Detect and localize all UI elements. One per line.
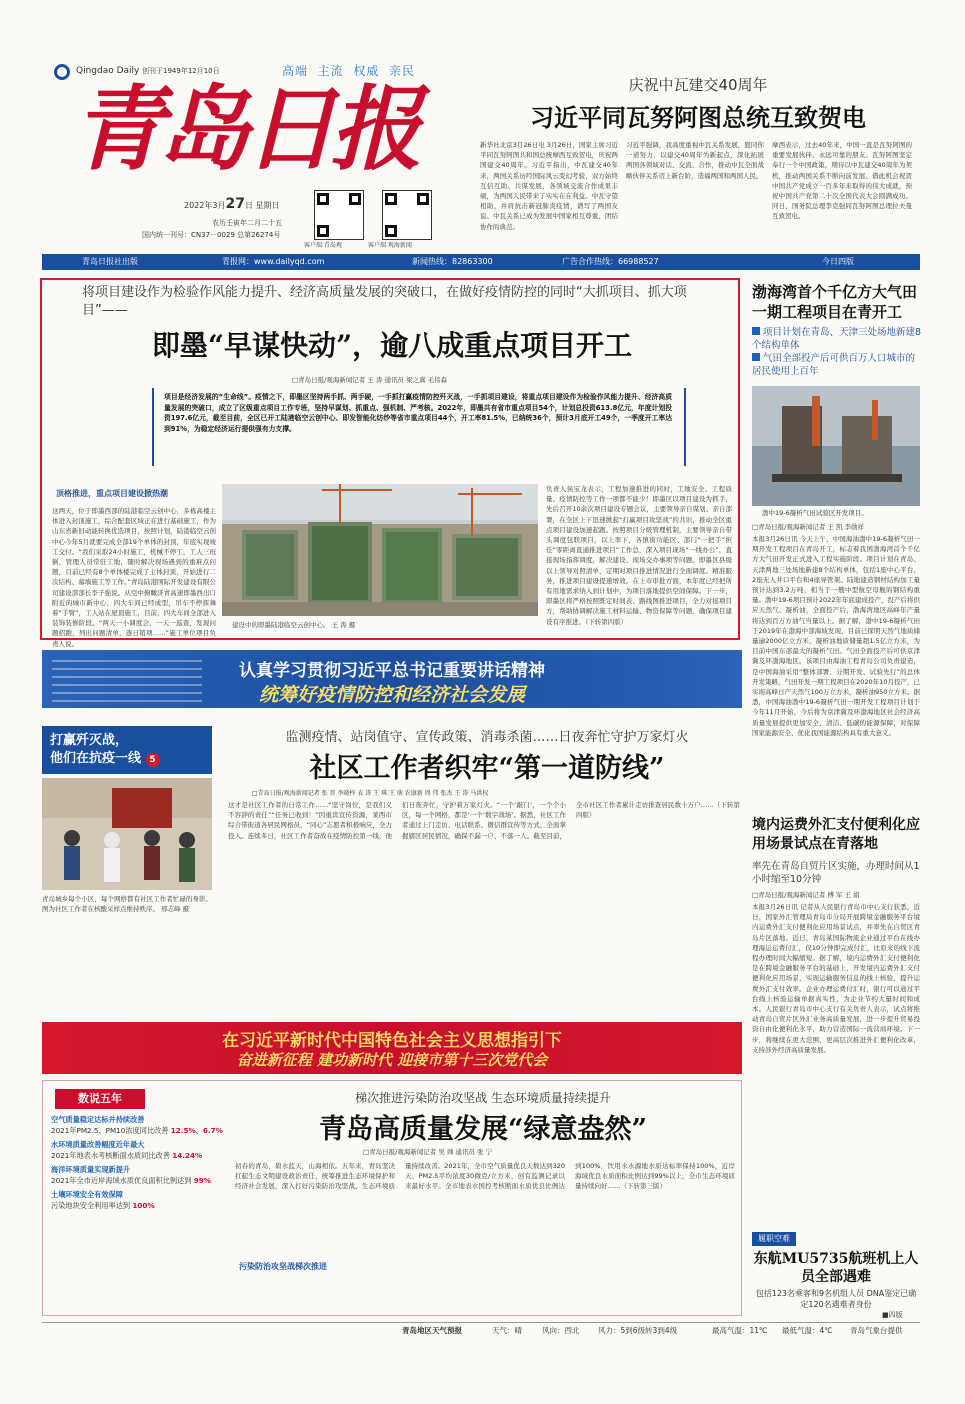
qr-code-guanhai[interactable]: [382, 190, 432, 240]
stat-item: 水环境质量改善幅度近年最大 2021年地表水考核断面水质同比改善 14.24%: [51, 1140, 203, 1160]
lead-photo: [222, 484, 538, 616]
forex-byline: □青岛日报/观海新闻记者 傅 军 王 娟: [752, 891, 860, 899]
flight-headline: 东航MU5735航班机上人员全部遇难: [753, 1251, 919, 1285]
qr-label: 客户端 观海新闻: [368, 242, 412, 249]
green-byline: □青岛日报/观海新闻记者 吴 帅 通讯员 张 宁: [363, 1148, 493, 1156]
green-section-head: 污染防治攻坚战梯次推进: [239, 1262, 327, 1271]
top-story-col: 摩西表示，过去40年来，中国一直是瓦努阿图的重要发展伙伴、永远可靠的朋友。瓦努阿图坚定奉行一个中国政策，期待以中瓦建交40周年为契机，推动两国关系不断向前发展。借此机会祝贺中国共产党成立一百多年来取得的伟大成就，预祝中国共产党第二十次全国代表大会圆满成功。同日，国务院总理李克强同瓦努阿图总理拉夫曼互致贺电。: [772, 141, 912, 221]
banner2-line-1: 在习近平新时代中国特色社会主义思想指引下: [222, 1031, 562, 1051]
logo-circle-icon: [54, 64, 70, 80]
bohai-story: [752, 278, 922, 808]
qr-code-qingdaoguan[interactable]: [314, 190, 364, 240]
forex-headline: 境内运费外汇支付便利化应用场景试点在青落地: [752, 817, 920, 852]
info-bar: [42, 254, 920, 270]
stats-tag: 数说五年: [55, 1089, 145, 1109]
lead-section-head: 顶格推进，重点项目建设掀热潮: [56, 489, 168, 498]
bohai-photo: [752, 386, 920, 506]
green-kicker: 梯次推进污染防治攻坚战 生态环境质量持续提升: [355, 1091, 611, 1105]
community-photo-caption: 青岛城乡每个小区，每个网格都有社区工作者忙碌的身影。图为社区工作者在核酸采样点维持秩序。 邢志峰 摄: [42, 895, 212, 914]
community-story: [42, 712, 742, 952]
lead-col-1: 这两天，位于即墨西部的陆港临空云创中心，多栋高楼主体进入封顶施工，综合配套区域正在进行基础施工，作为山东省新旧动能转换优选项目，按照计划，陆港临空云创中心今年5月就要完成全部19个单体的封顶，年底实现竣工交付。“我们采取24小时施工，机械不停工，工人三班倒，管理人员常驻工地，随时解决现场遇到的重难点问题，目前已经有8个单体楼完成了主体封顶，开始进行二次结构、幕墙施工等工作。”青岛陆港国际开发建设有限公司建设部部长李子强说。从空中俯瞰济青高速即墨西出口附近的城市新中心，四大车间已经成型，吊车不停挥舞着“手臂”，工人站在屋顶施工，目前，四大车间全部进入装饰装修阶段。“两天一小调度会，一天一巡查，发现问题招跑，列出问题清单，逐日销项……”施工单位项目负责人说。: [52, 507, 216, 648]
lead-subtitle: 将项目建设作为检验作风能力提升、经济高质量发展的突破口，在做好疫情防控的同时“大抓项目、抓大项目”——: [82, 285, 687, 318]
banner2-line-2: 奋进新征程 建功新时代 迎接市第十三次党代会: [236, 1051, 548, 1069]
forex-body: 本报3月26日讯 记者从人民银行青岛市中心支行获悉，近日，国家外汇管理局青岛市分局开展跨境金融服务平台境内运费外汇支付便利化应用场景试点，并率先在自贸区青岛片区落地。近日，青岛某国际物流企业通过平台在线办理海运运费付汇，仅10分钟即完成付汇，比原来的线下流程办理时间大幅缩短。据了解，境内运费外汇支付便利化是在跨境金融服务平台的基础上，开发境内运费外汇支付便利化应用场景，实现运输服务信息的线上核验，提升运费外汇支付效率。企业办理运费付汇时，银行可以通过平台线上核验运输单据真实性，为企业节约大量时间和成本。人民银行青岛市中心支行有关负责人表示，试点将推动青岛自贸片区外汇业务高质量发展，进一步提升贸易投资自由化便利化水平，助力营造国际一流营商环境。下一步，将继续在更大范围、更高层次推进外汇便利化改革，支持涉外经济高质量发展。: [752, 903, 920, 1054]
lunar-date: 农历壬寅年二月二十五: [212, 219, 282, 227]
top-story-kicker: 庆祝中瓦建交40周年: [628, 76, 768, 94]
news-hotline: 新闻热线：82863300: [412, 257, 493, 266]
top-story-col: 习近平强调，我高度重视中瓦关系发展，愿同你一道努力，以建交40周年为新起点，深化拓展两国各领域对话、交流、合作，推动中瓦全面战略伙伴关系迈上新台阶，造福两国和两国人民。: [626, 141, 764, 180]
lead-summary-box: [152, 388, 686, 466]
campaign-tag: [42, 726, 212, 774]
residents-queue-image: [42, 778, 212, 890]
lead-byline: □青岛日报/观海新闻记者 王 涛 通讯员 梁之嵩 毛伟森: [292, 376, 448, 384]
date-suffix: 日 星期日: [244, 201, 280, 210]
green-headline: 青岛高质量发展“绿意盎然”: [318, 1114, 648, 1145]
bohai-byline: □青岛日报/观海新闻记者 王 凯 李勋祥: [752, 523, 865, 531]
weather-item: 风力：5到6级转3到4级: [598, 1326, 678, 1335]
bohai-photo-caption: 渤中19-6凝析气田试验区开发项目。: [762, 509, 868, 517]
founded-date: 创刊于1949年12月10日: [142, 67, 220, 75]
bohai-bullet: 项目计划在青岛、天津三处场地新建8个结构单体: [752, 327, 922, 351]
page-count: 今日四版: [822, 257, 854, 266]
slogan-item: 高端: [282, 64, 309, 78]
issn: 国内统一刊号：CN37－0029 总第26274号: [142, 231, 281, 239]
square-bullet-icon: [752, 327, 760, 335]
flight-tag: 履职空难: [752, 1232, 796, 1246]
issue-date: [184, 196, 279, 212]
community-byline: □青岛日报/观海新闻记者 张 晋 李晓梓 衣 涛 王 琪 王 萌 农康新 周 伟 张杰 王 涛 马洪权: [252, 790, 489, 797]
ad-hotline: 广告合作热线：66988527: [562, 257, 659, 266]
offshore-platform-image: [752, 386, 920, 506]
website-link[interactable]: 青报网：www.dailyqd.com: [222, 257, 325, 266]
forex-subtitle: 率先在青岛自贸片区实施，办理时间从1小时缩至10分钟: [752, 861, 920, 885]
publisher: 青岛日报社出版: [82, 257, 138, 266]
top-story-col: 新华社北京3月26日电 3月26日，国家主席习近平同瓦努阿图共和国总统摩西互致贺电，庆祝两国建交40周年。习近平指出，中瓦建交40年来，两国关系历经国际风云变幻考验，双方始终互信互助、共谋发展，各领域交流合作成果丰硕，为两国人民带来了实实在在利益。中瓦守望相助，并肩抗击新冠肺炎疫情，谱写了两国友谊、中瓦关系已成为发展中国家相互尊重、团结协作的典范。: [480, 141, 618, 231]
weather-strip: [42, 1322, 920, 1339]
lead-headline: 即墨“早谋快动”，逾八成重点项目开工: [151, 329, 633, 362]
date-prefix: 2022年3月: [184, 201, 226, 210]
stat-item: 海洋环境质量实现新提升 2021年全市近岸海域水质优良面积比例达到 99%: [51, 1165, 211, 1185]
lead-photo-caption: 建设中的即墨陆港临空云创中心。 王 涛 摄: [232, 621, 356, 629]
top-story: [478, 62, 918, 252]
party-banner: [42, 1022, 742, 1074]
bohai-headline: 渤海湾首个千亿方大气田一期工程项目在青开工: [752, 283, 918, 321]
lead-col-3: 负责人侯宝龙表示，工程加速推进的同时，工地安全、工程质量、疫情防控等工作一项都不能少！即墨区以项目建设为抓手，先后召开10余次项目建设专题会议，主要领导亲自谋划、亲自部署，在全区上下迅速掀起“打赢项目攻坚战”的共识，推动全区重点项目建设加速起跑。按照项目分级管理机制，主要领导亲自带头调度包联项目，以上率下，各镇街功能区、部门“一把手”担任“零距离直通推进项目”工作总，深入项目现场“一线办公”，直接现场指挥调度，解决建设、现场交办事项等问题。即墨区县级以上领导对照清单，定期对项目推进情况进行全面调度。精准服务，推进项目建设提速增效。在上市审批方面，本年度已经把所有用地需求纳入到计划中，为项目落地提供空间保障。下一步，即墨区将严格按照既定时间表、路线图推进项目，全力对接项目方，帮助协调解决施工材料运输、物资保障等问题，确保项目建设有序推进。（下转第四版）: [546, 485, 732, 626]
lead-summary: 项目是经济发展的“生命线”。疫情之下，即墨区坚持两手抓、两手硬，一手抓打赢疫情防控歼灭战，一手抓项目建设，将重点项目建设作为检验作风能力提升、经济高质量发展的突破口，成立了区级重点项目工作专班，坚持早谋划、抓重点、强机制、严考核。2022年，即墨共有省市重点项目54个，计划总投资613.8亿元，年度计划投资197.6亿元，截至目前，全区已开工陆港临空云创中心、即发智能化纺纱等省市重点项目44个，开工率81.5%，已纳统36个，预计3月底开工49个，一季度开工率达到91%，为稳定经济运行提供强有力支撑。: [164, 393, 672, 433]
slogan-item: 权威: [353, 64, 380, 78]
banner-line-1: 认真学习贯彻习近平总书记重要讲话精神: [239, 661, 545, 681]
weather-item: 风向：西北: [542, 1326, 580, 1335]
weather-source: 青岛气象台提供: [850, 1326, 903, 1335]
weather-label: 青岛地区天气预报: [402, 1326, 462, 1335]
date-day: 27: [225, 196, 245, 212]
banner-line-2: 统筹好疫情防控和经济社会发展: [258, 684, 525, 706]
slogan-item: 亲民: [388, 64, 415, 78]
bohai-bullet: 气田全部投产后可供百万人口城市的居民使用上百年: [752, 353, 916, 377]
community-photo: [42, 778, 212, 890]
community-body: 这才是社区工作者的日常工作……“坚守岗位，是我们义不容辞的责任”“任务已收到！”因重宾宣传资源，莱西市综合带街道各居民网格员、“同心”志愿者积极响应，全力投入。连续多日，社区工作者奋战在疫情防控第一线，他们日夜奔忙，守护着万家灯火。“一个‘敲门’，一个个小区，每一个网格，都是‘一个‘数字战场’。据悉，社区工作者通过上门走访、电话联系、微信群宣传等方式，全面掌握辖区居民情况，确保不漏一户、不落一人。截至目前，全市社区工作者累计走访排查居民数十万户……（下转第四版）: [228, 801, 740, 840]
campaign-tag-line-1: 打赢歼灭战，: [50, 733, 129, 748]
slogan-item: 主流: [317, 64, 344, 78]
logo-english: Qingdao Daily: [76, 66, 140, 76]
green-body: 初春的青岛，碧水蓝天，山海相依。五年来，青岛坚决扛起生态文明建设政治责任，统筹推进生态环境保护和经济社会发展，深入打好污染防治攻坚战，生态环境质量持续改善。2021年，全市空气质量优良天数达到320天，PM2.5平均浓度30微克/立方米，创有监测记录以来最好水平。全市地表水国控考核断面水质优良比例达到100%，饮用水水源地水质达标率保持100%，近岸海域优良水质面积比例达到99%以上，全市生态环境质量持续向好……（下转第三版）: [235, 1162, 735, 1191]
stat-item: 土壤环境安全有效保障 污染地块安全利用率达到 100%: [51, 1190, 155, 1210]
flight-subtitle: 包括123名乘客和9名机组人员 DNA鉴定已确定120名遇难者身份: [755, 1289, 917, 1309]
flight-story: [752, 1232, 922, 1318]
flight-page-ref[interactable]: ■四版: [882, 1311, 903, 1319]
community-headline: 社区工作者织牢“第一道防线”: [309, 753, 665, 784]
square-bullet-icon: [752, 353, 760, 361]
community-kicker: 监测疫情、站岗值守、宣传政策、消毒杀菌……日夜奔忙守护万家灯火: [285, 730, 689, 745]
stat-item: 空气质量稳定达标并持续改善 2021年PM2.5、PM10浓度同比改善 12.5%、6.7%: [51, 1115, 223, 1135]
weather-item: 最高气温：11℃: [712, 1326, 768, 1335]
study-banner: [42, 650, 742, 708]
top-story-headline: 习近平同瓦努阿图总统互致贺电: [530, 103, 866, 132]
campaign-tag-line-2: 他们在抗疫一线 5: [50, 750, 204, 768]
newspaper-title: 青岛日报: [72, 75, 417, 183]
green-story: [42, 1080, 742, 1316]
lead-story: [40, 278, 740, 648]
masthead: [42, 60, 462, 250]
stats-list: [51, 1115, 227, 1311]
tag-number-badge: 5: [146, 753, 160, 767]
bohai-body: 本报3月26日讯 今天上午，中国海油渤中19-6凝析气田一期开发工程项目在青岛开工，标志着我国渤海湾首个千亿方大气田开发正式进入工程实施阶段。项目计划在青岛、天津两地三处场地新建8个结构单体，包括1座中心平台、2座无人井口平台和4座导管架。陆地建造钢材结构加工量预计达到3.2万吨，相当于一艘中型航空母舰的钢结构重量。渤中19-6项目预计2022年年底建成投产，投产后将供应天然气、凝析油，全面投产后，渤海湾地区高峰年产量将达到百万方油气当量以上。据了解，渤中19-6凝析气田于2019年在渤海中部海域发现，目前已探明天然气地质储量逾2000亿立方米，凝析油地质储量超1.5亿立方米，为目前中国东部最大的凝析气田。气田全面投产后可供京津冀及环渤海地区。该项目由海油工程青岛公司负责建造，是中国海油采用“整体部署、分期开发、试验先行”的总体开发策略，气田开发一期工程项目在2020年10月投产，已实现高峰日产天然气100万立方米，凝析油950立方米。据悉，中国海油渤中19-6凝析气田一期开发工程项目计划于今年11月开始，今后将为京津冀及环渤海地区社会经济高质量发展提供更加安全、清洁、低碳的能源保障，对保障国家能源安全、优化我国能源结构具有重大意义。: [752, 535, 920, 737]
weather-item: 最低气温：4℃: [782, 1326, 833, 1335]
construction-site-image: [222, 484, 538, 616]
weather-item: 天气：晴: [492, 1326, 522, 1335]
qr-label: 客户端 青岛观: [304, 242, 342, 249]
